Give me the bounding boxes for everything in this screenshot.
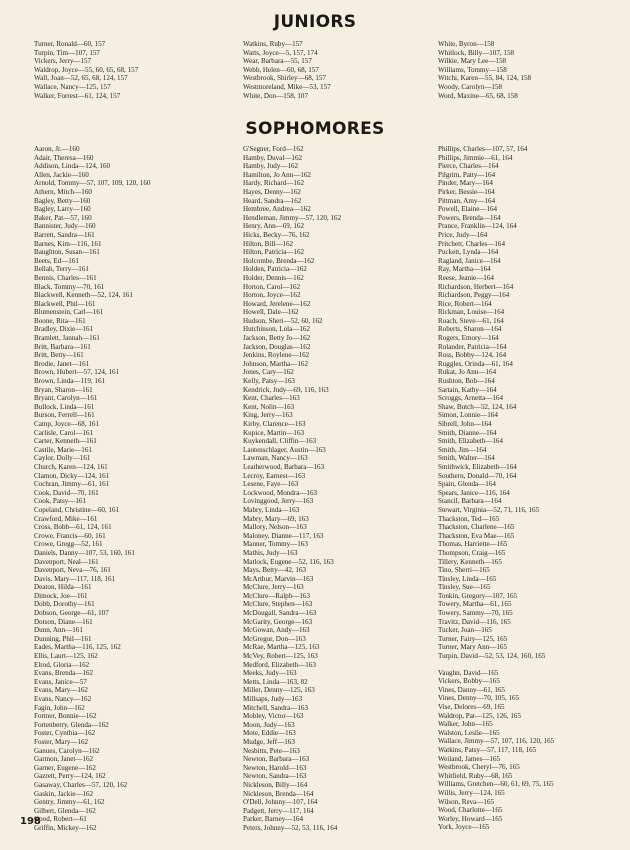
juniors-column-3	[438, 40, 608, 100]
index-entry: Brown, Hubert—57, 124, 161	[34, 368, 120, 377]
index-entry: Davis, Mary—117, 118, 161	[34, 574, 116, 583]
index-entry: Ellis, Laurt—125, 162	[34, 652, 98, 661]
index-entry: Miller, Denny—125, 163	[243, 686, 315, 695]
index-entry: Lecroy, Earnest—163	[243, 471, 306, 480]
index-entry: Britt, Barbara—161	[34, 342, 91, 351]
index-entry: McClure—Ralph—163	[243, 591, 310, 600]
index-entry: Vaughn, David—165	[438, 668, 499, 677]
index-entry: Pirker, Bessie—164	[438, 187, 495, 196]
index-entry: Leatherwood, Barbara—163	[243, 462, 325, 471]
index-entry: Barnes, Kim—116, 161	[34, 239, 102, 248]
index-entry: Weiland, James—165	[438, 754, 501, 763]
index-entry: Mabry, Mary—69, 163	[243, 514, 309, 523]
index-entry: Waldrop, Joyce—55, 60, 65, 68, 157	[34, 65, 139, 74]
index-entry: Walston, Leslie—165	[438, 728, 500, 737]
index-entry: Copeland, Christine—60, 161	[34, 505, 120, 514]
index-entry: Deaton, Hilda—161	[34, 583, 92, 592]
index-entry: McClure, Stephen—163	[243, 600, 313, 609]
index-entry: Towery, Martha—61, 165	[438, 600, 512, 609]
index-entry: Rushton, Bob—164	[438, 377, 495, 386]
index-entry: Simon, Lonnie—164	[438, 411, 498, 420]
juniors-heading: JUNIORS	[273, 12, 357, 32]
index-entry: Hilton, Patricia—162	[243, 248, 305, 257]
index-entry: Davenport, Neal—161	[34, 557, 99, 566]
index-entry: Maloney, Dianne—117, 163	[243, 531, 324, 540]
index-entry: Walker, Forrest—61, 124, 157	[34, 91, 121, 100]
index-entry: Roach, Steve—61, 164	[438, 316, 504, 325]
index-entry: Hudson, Sheri—52, 60, 162	[243, 316, 323, 325]
index-entry: Word, Maxine—65, 68, 158	[438, 91, 518, 100]
index-entry: Vines, Denny—70, 105, 165	[438, 694, 520, 703]
index-entry: Richardson, Herbert—164	[438, 282, 514, 291]
index-entry: Lawman, Nancy—163	[243, 454, 308, 463]
index-entry: Kuykendall, Cliffin—163	[243, 437, 317, 446]
index-entry: Travitz, David—116, 165	[438, 617, 511, 626]
index-entry: Dunn, Ann—161	[34, 626, 83, 635]
index-entry: Camp, Joyce—68, 161	[34, 420, 100, 428]
index-entry: Bagley, Larry—160	[34, 205, 91, 214]
index-entry: Turner, Ronald—60, 157	[34, 40, 106, 48]
index-entry: Garmon, Janet—162	[34, 755, 94, 764]
index-entry: Parker, Barney—164	[243, 815, 303, 824]
index-entry: Puckett, Lynda—164	[438, 248, 499, 257]
index-entry: Millsaps, Judy—163	[243, 695, 303, 703]
index-entry: Evans, Janice—57	[34, 677, 87, 686]
index-entry: Watkins, Patsy—57, 117, 118, 165	[438, 745, 537, 754]
index-entry: Roberts, Sharon—164	[438, 325, 502, 334]
index-entry: Nickleson, Brenda—164	[243, 789, 314, 798]
index-entry: Thackston, Eva Mae—165	[438, 531, 515, 540]
index-entry: Mathis, Judy—163	[243, 548, 298, 557]
index-entry: Bullock, Linda—161	[34, 402, 95, 411]
index-entry: Smith, Walter—164	[438, 454, 495, 463]
index-entry: Hardy, Richard—162	[243, 179, 305, 188]
sophomores-column-3	[438, 145, 608, 832]
index-entry: Vise, Delores—69, 165	[438, 703, 505, 711]
index-entry: Evans, Mary—162	[34, 686, 88, 695]
index-entry: McRae, Martha—125, 163	[243, 643, 320, 652]
index-entry: Wilkie, Mary Lee—158	[438, 57, 507, 66]
index-entry: Evans, Nancy—162	[34, 695, 92, 703]
index-entry: Blumenstein, Carl—161	[34, 308, 104, 317]
index-entry: Ruggles, Orinda—61, 164	[438, 359, 513, 368]
index-entry: McGarity, George—163	[243, 617, 313, 626]
index-entry: Wood, Charlotte—165	[438, 806, 503, 815]
index-entry: Horton, Joyce—162	[243, 291, 301, 300]
index-entry: Moon, Judy—163	[243, 720, 295, 729]
index-entry: Smith, Dianne—164	[438, 428, 497, 437]
index-entry: Watts, Joyce—5, 157, 174	[243, 48, 318, 57]
index-entry: Foster, Mary—162	[34, 737, 89, 746]
index-entry: Gaskin, Jackie—162	[34, 789, 94, 798]
index-entry: King, Jerry—163	[243, 411, 293, 420]
index-entry: Baughton, Susan—161	[34, 248, 100, 257]
index-entry: White, Don—158, 107	[243, 91, 309, 100]
index-entry: McArthur, Marvin—163	[243, 574, 314, 583]
index-entry: Dobson, George—61, 107	[34, 609, 109, 618]
index-entry: Scroggs, Arnetta—164	[438, 394, 504, 403]
index-entry: Turner, Fairy—125, 165	[438, 634, 508, 643]
index-entry: Westbrook, Shirley—68, 157	[243, 74, 326, 83]
index-entry: Ross, Bobby—124, 164	[438, 351, 507, 360]
index-entry: Manner, Tommy—163	[243, 540, 308, 549]
index-entry: Stancil, Barbara—164	[438, 497, 502, 506]
index-entry: Gazrett, Perry—124, 162	[34, 772, 106, 781]
index-entry: Tucker, Joan—165	[438, 626, 492, 635]
index-entry: Heard, Sandra—162	[243, 196, 302, 205]
index-entry: Richardson, Peggy—164	[438, 291, 510, 300]
index-entry: Daniels, Danny—107, 53, 160, 161	[34, 548, 135, 557]
index-entry: Pinder, Mary—164	[438, 179, 493, 188]
index-entry: Matlock, Eugene—52, 116, 163	[243, 557, 334, 566]
index-entry: Sibrell, John—164	[438, 420, 492, 428]
index-entry: Price, Judy—164	[438, 230, 488, 239]
index-entry: Mabry, Linda—163	[243, 505, 300, 514]
index-entry: Towery, Sammy—70, 165	[438, 609, 513, 618]
index-entry: Pierce, Charles—164	[438, 162, 499, 171]
index-entry: Jones, Cary—162	[243, 368, 294, 377]
index-entry: Smithwick, Elizabeth—164	[438, 462, 517, 471]
index-entry: Kendrick, Judy—69, 116, 163	[243, 385, 329, 394]
index-entry: Watkins, Ruby—157	[243, 40, 303, 48]
index-entry: Howell, Dale—162	[243, 308, 299, 317]
index-entry: Bryant, Carolyn—161	[34, 394, 98, 403]
index-entry: Addison, Linda—124, 160	[34, 162, 111, 171]
index-entry: Garner, Eugene—162	[34, 763, 96, 772]
index-entry: Holcombe, Brenda—162	[243, 256, 315, 265]
index-entry: Waldrop, Pat—125, 126, 165	[438, 711, 521, 720]
index-entry: Cook, Patsy—161	[34, 497, 87, 506]
index-entry: Jackson, Douglas—162	[243, 342, 311, 351]
index-entry: Mote, Eddie—163	[243, 729, 296, 738]
index-entry: Medford, Elizabeth—163	[243, 660, 316, 669]
index-entry: Pilgrim, Patty—164	[438, 170, 496, 179]
index-entry: Vickers, Bobby—165	[438, 677, 500, 686]
index-entry: Jackson, Betty Jo—162	[243, 334, 311, 343]
index-entry: Barrett, Sandra—161	[34, 230, 95, 239]
index-entry: Webb, Helen—60, 68, 157	[243, 65, 319, 74]
index-entry: Rolander, Patricia—164	[438, 342, 507, 351]
index-entry: Spears, Janice—116, 164	[438, 488, 510, 497]
index-entry: Hicks, Becky—76, 162	[243, 230, 310, 239]
index-entry: Wallace, Nancy—125, 157	[34, 82, 111, 91]
index-entry: Witchi, Karen—55, 84, 124, 158	[438, 74, 532, 83]
index-entry: Kent, Charles—163	[243, 394, 300, 403]
index-entry: Lockwood, Mondra—163	[243, 488, 318, 497]
index-entry: Tino, Sherri—165	[438, 566, 490, 575]
index-entry: Hembree, Andrea—162	[243, 205, 311, 214]
index-entry: Meeks, Judy—163	[243, 669, 297, 678]
index-entry: Stewart, Virginia—52, 71, 116, 165	[438, 505, 540, 514]
index-entry: Tinsley, Linda—165	[438, 574, 497, 583]
sophomores-heading: SOPHOMORES	[245, 119, 385, 139]
index-entry: Gilbert, Glenda—162	[34, 806, 96, 815]
index-entry: Williams, Tommy—158	[438, 65, 507, 74]
index-entry: Hilton, Bill—162	[243, 239, 294, 248]
index-entry: Powell, Elaine—164	[438, 205, 498, 214]
index-entry: Peters, Johnny—52, 53, 116, 164	[243, 823, 338, 832]
index-entry: Rogers, Emory—164	[438, 334, 499, 343]
index-entry: Clamon, Dicky—124, 161	[34, 471, 110, 480]
index-entry: Cook, David—70, 161	[34, 488, 99, 497]
index-entry: Hayes, Denny—162	[243, 187, 301, 196]
index-entry: McClure, Jerry—163	[243, 583, 304, 592]
index-entry: Wilson, Reva—165	[438, 797, 495, 806]
index-entry: Padgett, Jerry—117, 164	[243, 806, 314, 815]
index-entry: Hendleman, Jimmy—57, 120, 162	[243, 213, 342, 222]
index-entry: Baker, Pat—57, 160	[34, 213, 92, 222]
index-entry: Brodie, Janet—161	[34, 359, 90, 368]
index-entry: Kirby, Clarence—163	[243, 420, 306, 428]
index-entry: Southern, Donald—70, 164	[438, 471, 517, 480]
index-entry: Thompson, Craig—165	[438, 548, 506, 557]
index-entry: Williams, Gretchen—60, 61, 69, 75, 165	[438, 780, 554, 789]
index-entry: Newton, Barbara—163	[243, 755, 310, 764]
index-entry: Bannister, Judy—160	[34, 222, 96, 231]
index-entry: Gentry, Jimmy—61, 162	[34, 798, 105, 807]
index-entry: Dotson, Diane—161	[34, 617, 93, 626]
index-entry: Jenkins, Roylene—162	[243, 351, 310, 360]
index-entry: Nickleson, Billy—164	[243, 780, 308, 789]
index-entry: Lesene, Faye—163	[243, 480, 299, 489]
index-entry: Crowe, Francis—60, 161	[34, 531, 106, 540]
index-entry: Prance, Franklin—124, 164	[438, 222, 517, 231]
index-entry: Wall, Joan—52, 65, 68, 124, 157	[34, 74, 128, 83]
index-entry: Beets, Ed—161	[34, 256, 79, 265]
index-entry: York, Joyce—165	[438, 823, 490, 832]
index-entry: Rukat, Jo Ann—164	[438, 368, 497, 377]
index-entry: Elrod, Gloria—162	[34, 660, 90, 669]
index-entry: Kelly, Patsy—163	[243, 377, 295, 386]
index-entry: Turpin, David—52, 53, 124, 160, 165	[438, 652, 546, 661]
index-entry: Thomas, Harriette—165	[438, 540, 508, 549]
index-entry: Phillips, Jimmie—61, 164	[438, 153, 513, 162]
index-entry: Eades, Martha—116, 125, 162	[34, 643, 121, 652]
index-entry: Burson, Ferrell—161	[34, 411, 95, 420]
index-entry: Mallory, Nelson—163	[243, 523, 307, 532]
index-entry: McGregor, Don—163	[243, 634, 306, 643]
index-entry: Fagin, John—162	[34, 703, 85, 712]
index-entry: Church, Karen—124, 161	[34, 462, 108, 471]
page-number: 198	[20, 816, 41, 827]
index-entry: Wear, Barbara—55, 157	[243, 57, 312, 66]
index-entry: Johnson, Martha—162	[243, 359, 309, 368]
index-entry: Carlisle, Carol—161	[34, 428, 94, 437]
index-entry: Davenport, Neva—76, 161	[34, 566, 111, 575]
index-entry: Dobb, Dorothy—161	[34, 600, 95, 609]
index-entry: Lautenschlager, Austin—163	[243, 445, 326, 454]
index-entry: Mays, Betty—42, 163	[243, 566, 307, 575]
index-entry: Smith, Elizabeth—164	[438, 437, 504, 446]
index-entry: Tinsley, Sue—165	[438, 583, 491, 592]
index-entry: Hamby, Judy—162	[243, 162, 299, 171]
index-entry: Cross, Bobb—61, 124, 161	[34, 523, 112, 532]
index-entry: Caylor, Dolly—161	[34, 454, 91, 463]
index-entry: Pittman, Amy—164	[438, 196, 496, 205]
index-entry: Bryan, Sharon—161	[34, 385, 93, 394]
index-entry: Crowe, Gregg—52, 161	[34, 540, 103, 549]
index-entry: Whitlock, Billy—107, 158	[438, 48, 515, 57]
index-entry: O'Dell, Johnny—107, 164	[243, 798, 318, 807]
index-entry: Good, Robert—61	[34, 815, 87, 824]
index-entry: Ganues, Carolyn—162	[34, 746, 100, 755]
index-entry: Metts, Linda—163, 82	[243, 677, 308, 686]
index-entry: Brown, Linda—119, 161	[34, 377, 106, 386]
index-entry: Whitfield, Ruby—68, 165	[438, 771, 513, 780]
index-entry: Fortner, Bonnie—162	[34, 712, 97, 721]
index-entry: Westbrook, Cheryl—76, 165	[438, 763, 520, 772]
index-entry: Dimock, Joe—161	[34, 591, 88, 600]
index-entry: Britt, Betty—161	[34, 351, 84, 360]
sophomores-column-1	[34, 145, 224, 833]
index-entry: Reese, Jeanie—164	[438, 273, 494, 282]
index-entry: Tillery, Kenneth—165	[438, 557, 502, 566]
index-entry: Howard, Jerelene—162	[243, 299, 311, 308]
index-entry: Henry, Ann—69, 162	[243, 222, 305, 231]
index-entry: Hamby, Duval—162	[243, 153, 303, 162]
index-entry: Phillips, Charles—107, 57, 164	[438, 145, 528, 153]
index-entry: Bennis, Charles—161	[34, 273, 97, 282]
index-entry: G'Segner, Ford—162	[243, 145, 304, 153]
index-entry: Vines, Danny—61, 165	[438, 685, 505, 694]
index-entry: Thackston, Charlene—165	[438, 523, 515, 532]
index-entry: Sartain, Kathy—164	[438, 385, 497, 394]
index-entry: Shaw, Butch—52, 124, 164	[438, 402, 517, 411]
index-entry: Worley, Howard—165	[438, 814, 503, 823]
index-entry: Vickers, Jerry—157	[34, 57, 92, 66]
index-entry: Powers, Brenda—164	[438, 213, 501, 222]
index-entry: Holden, Patricia—162	[243, 265, 307, 274]
index-entry: Walker, John—165	[438, 720, 493, 729]
index-entry: Foster, Cynthia—162	[34, 729, 96, 738]
index-entry: Crawford, Mike—161	[34, 514, 98, 523]
index-entry: Aaron, Jr.—160	[34, 145, 80, 153]
index-entry: Black, Tommy—70, 161	[34, 282, 105, 291]
index-entry: Thackston, Ted—165	[438, 514, 500, 523]
index-entry: Holder, Dennis—162	[243, 273, 304, 282]
index-entry: White, Byron—158	[438, 40, 495, 48]
index-entry: Griffin, Mickey—162	[34, 823, 97, 832]
index-entry: Turner, Mary Ann—165	[438, 643, 508, 652]
index-entry: McGowan, Andy—163	[243, 626, 310, 635]
index-entry: Castile, Marie—161	[34, 445, 92, 454]
juniors-column-2	[243, 40, 423, 100]
index-entry: Turpin, Tim—107, 157	[34, 48, 100, 57]
juniors-column-1	[34, 40, 224, 100]
index-entry: Allen, Jackie—160	[34, 170, 89, 179]
index-entry: Carter, Kenneth—161	[34, 437, 97, 446]
index-entry: Athern, Mitch—160	[34, 187, 92, 196]
index-entry: Nesbitts, Pete—163	[243, 746, 300, 755]
sophomores-column-2	[243, 145, 423, 833]
index-entry: Gasaway, Charles—57, 120, 162	[34, 780, 128, 789]
index-entry: McVey, Robert—125, 163	[243, 652, 318, 661]
index-entry: Rickman, Louise—164	[438, 308, 505, 317]
index-entry: Bagley, Betty—160	[34, 196, 91, 205]
index-entry: Fortenberry, Glenda—162	[34, 720, 109, 729]
index-entry: Blackwell, Phil—161	[34, 299, 96, 308]
index-entry: Mudge, Jeff—163	[243, 737, 295, 746]
index-entry: Ragland, Janice—164	[438, 256, 501, 265]
index-entry: Westmoreland, Mike—53, 157	[243, 82, 331, 91]
index-entry: Newton, Sandra—163	[243, 772, 307, 781]
index-entry: Pritchett, Charles—164	[438, 239, 505, 248]
index-entry: Blackwell, Kenneth—52, 124, 161	[34, 291, 133, 300]
index-entry: Woody, Carolyn—158	[438, 82, 502, 91]
index-entry: Hamilton, Jo Ann—162	[243, 170, 311, 179]
index-entry: Bramlett, Jannah—161	[34, 334, 100, 343]
index-entry: Kent, Nolin—163	[243, 402, 295, 411]
index-entry: Spain, Glenda—164	[438, 480, 496, 489]
index-entry: Tonkin, Gregory—107, 165	[438, 591, 518, 600]
index-entry: Wallace, Jimmy—57, 107, 116, 120, 165	[438, 737, 555, 746]
index-entry: Willis, Jerry—124, 165	[438, 788, 505, 797]
index-entry: Rice, Robert—164	[438, 299, 492, 308]
index-entry: McDougall, Sandra—163	[243, 609, 317, 618]
index-entry: Arnold, Tommy—57, 107, 109, 120, 160	[34, 179, 151, 188]
index-entry: Smith, Jim—164	[438, 445, 487, 454]
index-entry: Bradley, Dixie—161	[34, 325, 94, 334]
index-entry: Hutchinson, Lola—162	[243, 325, 310, 334]
index-entry: Bellah, Terry—161	[34, 265, 89, 274]
index-entry: Horton, Carol—162	[243, 282, 301, 291]
index-entry: Cochran, Jimmy—61, 161	[34, 480, 110, 489]
index-entry: Dunning, Phil—161	[34, 634, 92, 643]
index-entry: Evans, Brenda—162	[34, 669, 94, 678]
index-entry: Lovinggood, Jerry—163	[243, 497, 314, 506]
index-entry: Newton, Harold—163	[243, 763, 307, 772]
index-entry: Mitchell, Sandra—163	[243, 703, 309, 712]
index-entry: Boone, Rita—161	[34, 316, 86, 325]
index-entry: Mobley, Victor—163	[243, 712, 304, 721]
index-entry: Ray, Martha—164	[438, 265, 491, 274]
index-entry: Kupice, Martin—163	[243, 428, 305, 437]
index-entry: Adair, Theresa—160	[34, 153, 94, 162]
